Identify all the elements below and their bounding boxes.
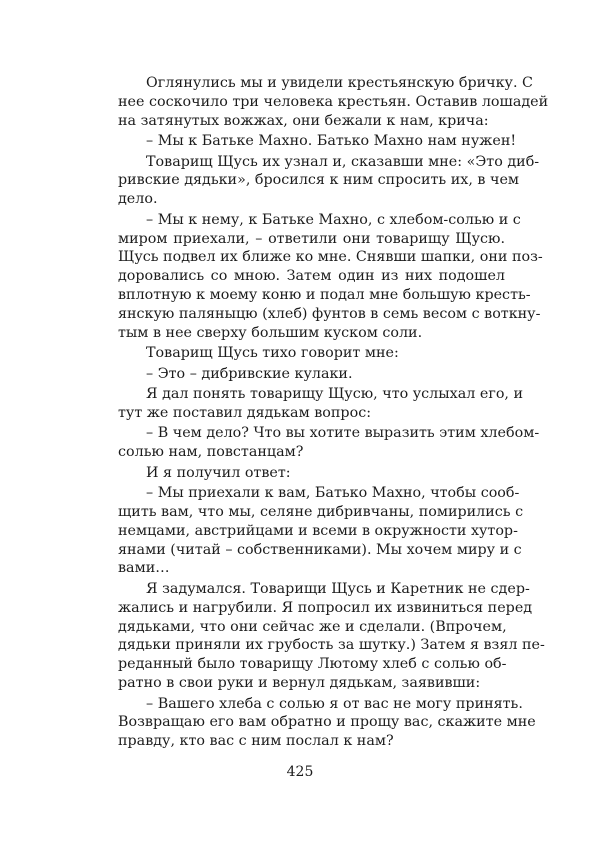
text-line: тым в нее сверху большим куском соли.	[118, 324, 423, 341]
text-line: – Мы приехали к вам, Батько Махно, чтобы сооб-	[146, 485, 520, 502]
text-line: – Вашего хлеба с солью я от вас не могу принять.	[146, 695, 523, 712]
text-line: правду, кто вас с ним послал к нам?	[118, 733, 394, 750]
body-text	[118, 74, 549, 751]
text-line: нее соскочило три человека крестьян. Оставив лошадей	[118, 93, 549, 110]
text-line: вплотную к моему коню и подал мне большую кресть-	[118, 287, 531, 304]
text-line: реданный было товарищу Лютому хлеб с солью об-	[118, 656, 507, 673]
text-line: Товарищ Щусь их узнал и, сказавши мне: «Это диб-	[146, 153, 540, 170]
text-line: Возвращаю его вам обратно и прощу вас, скажите мне	[118, 714, 536, 731]
text-line: Оглянулись мы и увидели крестьянскую бричку. С	[146, 75, 533, 91]
text-line: жались и нагрубили. Я попросил их извиниться перед	[118, 599, 533, 616]
text-line: немцами, австрийцами и всеми в окружности хутор-	[118, 522, 518, 539]
text-line: янскую паляныцю (хлеб) фунтов в семь весом с воткну-	[118, 305, 541, 322]
text-line: миром приехали, – ответили они товарищу Щусю.	[118, 230, 505, 247]
text-line: Товарищ Щусь тихо говорит мне:	[146, 345, 399, 362]
text-line: – Мы к Батьке Махно. Батько Махно нам нужен!	[146, 133, 517, 150]
text-line: щить вам, что мы, селяне дибривчаны, помирились с	[118, 503, 524, 520]
text-line: – В чем дело? Что вы хотите выразить этим хлебом-	[146, 425, 540, 442]
text-line: ривские дядьки», бросился к ним спросить их, в чем	[118, 172, 520, 189]
text-line: Я дал понять товарищу Щусю, что услыхал его, и	[146, 386, 524, 403]
page-number: 425	[286, 764, 314, 780]
text-line: И я получил ответ:	[146, 464, 291, 481]
text-line: янами (читай – собственниками). Мы хочем миру и с	[118, 541, 522, 558]
text-line: – Мы к нему, к Батьке Махно, с хлебом-солью и с	[146, 211, 521, 228]
text-line: дядьками, что они сейчас же и сделали. (Впрочем,	[118, 618, 507, 635]
text-line: вами…	[118, 560, 170, 577]
text-line: тут же поставил дядькам вопрос:	[118, 404, 372, 421]
text-line: Я задумался. Товарищи Щусь и Каретник не сдер-	[146, 580, 530, 597]
text-line: дело.	[118, 191, 158, 208]
text-line: солью нам, повстанцам?	[118, 444, 304, 461]
text-line: на затянутых вожжах, они бежали к нам, крича:	[118, 112, 489, 129]
text-line: – Это – дибривские кулаки.	[146, 365, 353, 382]
text-line: Щусь подвел их ближе ко мне. Снявши шапки, они поз-	[118, 249, 543, 266]
text-line: дядьки приняли их грубость за шутку.) Затем я взял пе-	[118, 637, 545, 654]
text-line: доровались со мною. Затем один из них подошел	[118, 268, 505, 285]
text-line: ратно в свои руки и вернул дядькам, заявивши:	[118, 675, 481, 692]
